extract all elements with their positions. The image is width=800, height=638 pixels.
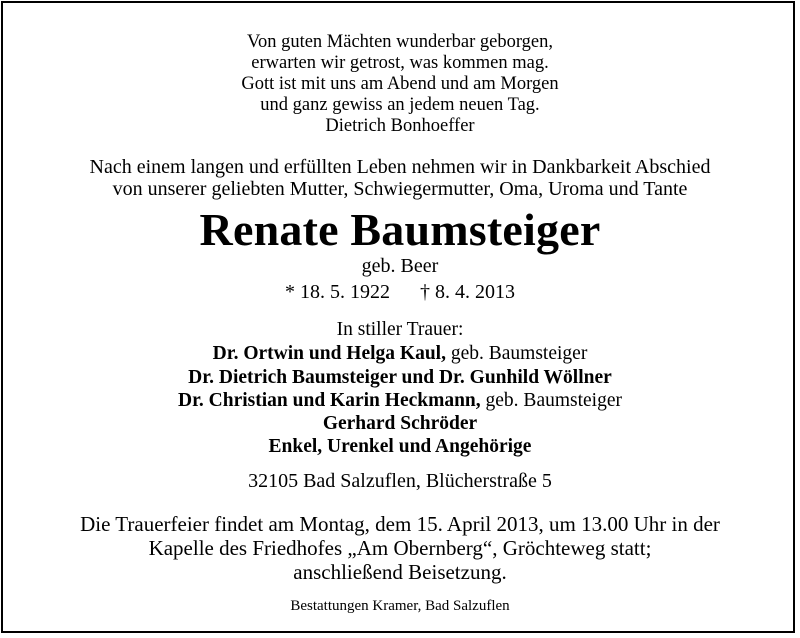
mourner-name: Enkel, Urenkel und Angehörige (268, 436, 532, 457)
service-line-2: Kapelle des Friedhofes „Am Obernberg“, Gröchteweg statt; (148, 536, 652, 560)
mourner-name: Gerhard Schröder (322, 413, 478, 434)
address: 32105 Bad Salzuflen, Blücherstraße 5 (248, 470, 552, 492)
mourner-entry-4 (0, 413, 800, 435)
mourner-name: Dr. Dietrich Baumsteiger und Dr. Gunhild Wöllner (188, 367, 612, 388)
mourner-entry-1 (0, 343, 800, 365)
service-line-3: anschließend Beisetzung. (293, 560, 507, 584)
poem-line-2: erwarten wir getrost, was kommen mag. (251, 53, 549, 73)
mourner-note: geb. Baumsteiger (445, 343, 588, 364)
mourner-note: geb. Baumsteiger (480, 390, 622, 411)
poem-line-3: Gott ist mit uns am Abend und am Morgen (241, 74, 559, 94)
mourner-entry-2 (0, 367, 800, 389)
funeral-home: Bestattungen Kramer, Bad Salzuflen (290, 598, 510, 614)
mourner-entry-5 (0, 436, 800, 458)
mourner-entry-3 (0, 390, 800, 412)
death-date: † 8. 4. 2013 (420, 281, 515, 303)
birth-date: * 18. 5. 1922 (285, 281, 390, 303)
intro-line-2: von unserer geliebten Mutter, Schwiegermutter, Oma, Uroma und Tante (112, 178, 688, 200)
poem-author: Dietrich Bonhoeffer (325, 116, 475, 136)
poem-line-4: und ganz gewiss an jedem neuen Tag. (260, 95, 540, 115)
service-line-1: Die Trauerfeier findet am Montag, dem 15. April 2013, um 13.00 Uhr in der (80, 512, 720, 536)
poem-line-1: Von guten Mächten wunderbar geborgen, (246, 32, 554, 52)
mourner-name: Dr. Christian und Karin Heckmann, (177, 390, 481, 411)
mourners-heading: In stiller Trauer: (336, 319, 464, 340)
maiden-name: geb. Beer (361, 255, 439, 277)
deceased-name: Renate Baumsteiger (199, 204, 601, 255)
intro-line-1: Nach einem langen und erfüllten Leben nehmen wir in Dankbarkeit Abschied (89, 156, 711, 178)
mourner-name: Dr. Ortwin und Helga Kaul, (212, 343, 446, 364)
life-dates (0, 281, 800, 304)
